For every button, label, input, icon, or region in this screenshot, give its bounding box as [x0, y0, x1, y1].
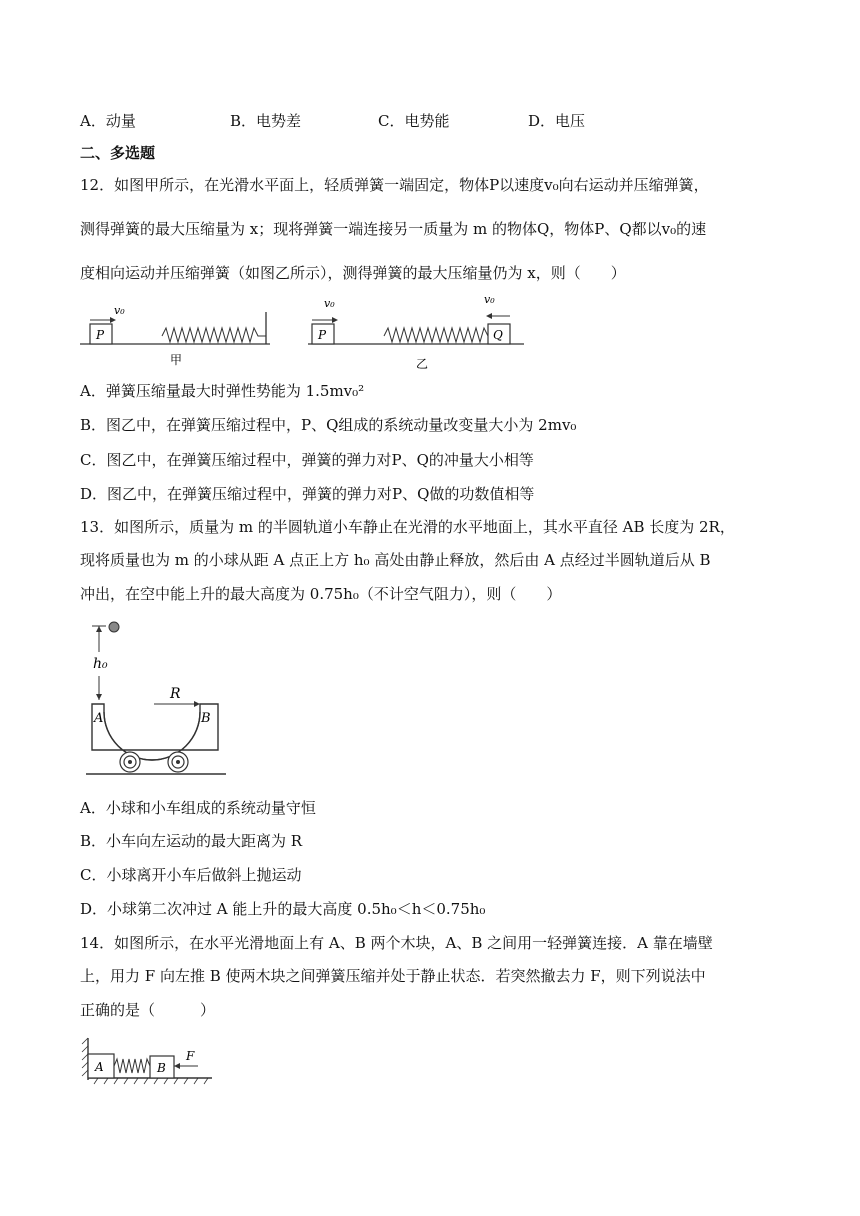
q13-option-c: C．小球离开小车后做斜上抛运动 [80, 866, 302, 884]
wheel-left [120, 752, 140, 772]
q13-figure [80, 612, 240, 782]
spring-yi [384, 328, 488, 342]
block-p-label: P [96, 328, 105, 342]
q12-option-c: C．图乙中，在弹簧压缩过程中，弹簧的弹力对P、Q的冲量大小相等 [80, 451, 534, 469]
q13-option-b: B．小车向左运动的最大距离为 R [80, 832, 303, 850]
figure-jia-label: 甲 [170, 353, 183, 367]
q14-stem-line2: 上，用力 F 向左推 B 使两木块之间弹簧压缩并处于静止状态．若突然撤去力 F，则下列说法中 [80, 967, 706, 985]
q12-option-d: D．图乙中，在弹簧压缩过程中，弹簧的弹力对P、Q做的功数值相等 [80, 485, 535, 503]
q12-option-b: B．图乙中，在弹簧压缩过程中，P、Q组成的系统动量改变量大小为 2mv₀ [80, 416, 577, 434]
radius-label: R [170, 686, 181, 702]
q13-stem-line3: 冲出，在空中能上升的最大高度为 0.75h₀（不计空气阻力），则（ ） [80, 585, 562, 603]
q14-stem-line3: 正确的是（ ） [80, 1001, 216, 1019]
height-label: h₀ [93, 656, 108, 672]
velocity-label-q: v₀ [484, 293, 495, 306]
q12-stem-line2: 测得弹簧的最大压缩量为 x；现将弹簧一端连接另一质量为 m 的物体Q，物体P、Q都以v₀的速 [80, 220, 707, 238]
spring-ab [114, 1059, 150, 1073]
wheel-right [168, 752, 188, 772]
force-label: F [186, 1049, 195, 1063]
figure-jia [80, 304, 270, 367]
cart-body [92, 704, 218, 760]
point-b-label: B [201, 711, 211, 726]
block-p2-label: P [318, 328, 327, 342]
q11-options [80, 110, 585, 132]
wall-hatch [82, 1038, 88, 1076]
ball [109, 622, 119, 632]
block-a-label: A [95, 1060, 104, 1074]
q11-option-d: D．电压 [528, 112, 586, 130]
spring-jia [162, 328, 266, 342]
q11-option-c: C．电势能 [378, 112, 450, 130]
q12-stem-line3: 度相向运动并压缩弹簧（如图乙所示），测得弹簧的最大压缩量仍为 x，则（ ） [80, 264, 626, 282]
q12-option-a: A．弹簧压缩量最大时弹性势能为 1.5mv₀² [80, 382, 365, 400]
q13-option-d: D．小球第二次冲过 A 能上升的最大高度 0.5h₀＜h＜0.75h₀ [80, 900, 486, 918]
q13-option-a: A．小球和小车组成的系统动量守恒 [80, 799, 316, 817]
point-a-label: A [94, 711, 104, 726]
q14-figure [80, 1036, 220, 1088]
q12-stem-line1: 12．如图甲所示，在光滑水平面上，轻质弹簧一端固定，物体P以速度v₀向右运动并压缩弹簧， [80, 176, 709, 194]
figure-yi [308, 293, 524, 370]
floor-hatch [94, 1078, 208, 1084]
q12-figure [80, 290, 540, 370]
q14-stem-line1: 14．如图所示，在水平光滑地面上有 A、B 两个木块，A、B 之间用一轻弹簧连接．A 靠在墙壁 [80, 934, 713, 952]
figure-yi-label: 乙 [416, 357, 429, 370]
section-title: 二、多选题 [80, 144, 156, 162]
q13-stem-line1: 13．如图所示，质量为 m 的半圆轨道小车静止在光滑的水平地面上，其水平直径 AB 长度为 2R， [80, 518, 735, 536]
block-b-label: B [157, 1061, 166, 1075]
velocity-label-p: v₀ [324, 297, 335, 310]
block-q-label: Q [493, 328, 503, 342]
q11-option-a: A．动量 [80, 112, 136, 130]
q11-option-b: B．电势差 [230, 112, 302, 130]
velocity-label: v₀ [114, 304, 125, 317]
q13-stem-line2: 现将质量也为 m 的小球从距 A 点正上方 h₀ 高处由静止释放，然后由 A 点经过半圆轨道后从 B [80, 551, 711, 569]
